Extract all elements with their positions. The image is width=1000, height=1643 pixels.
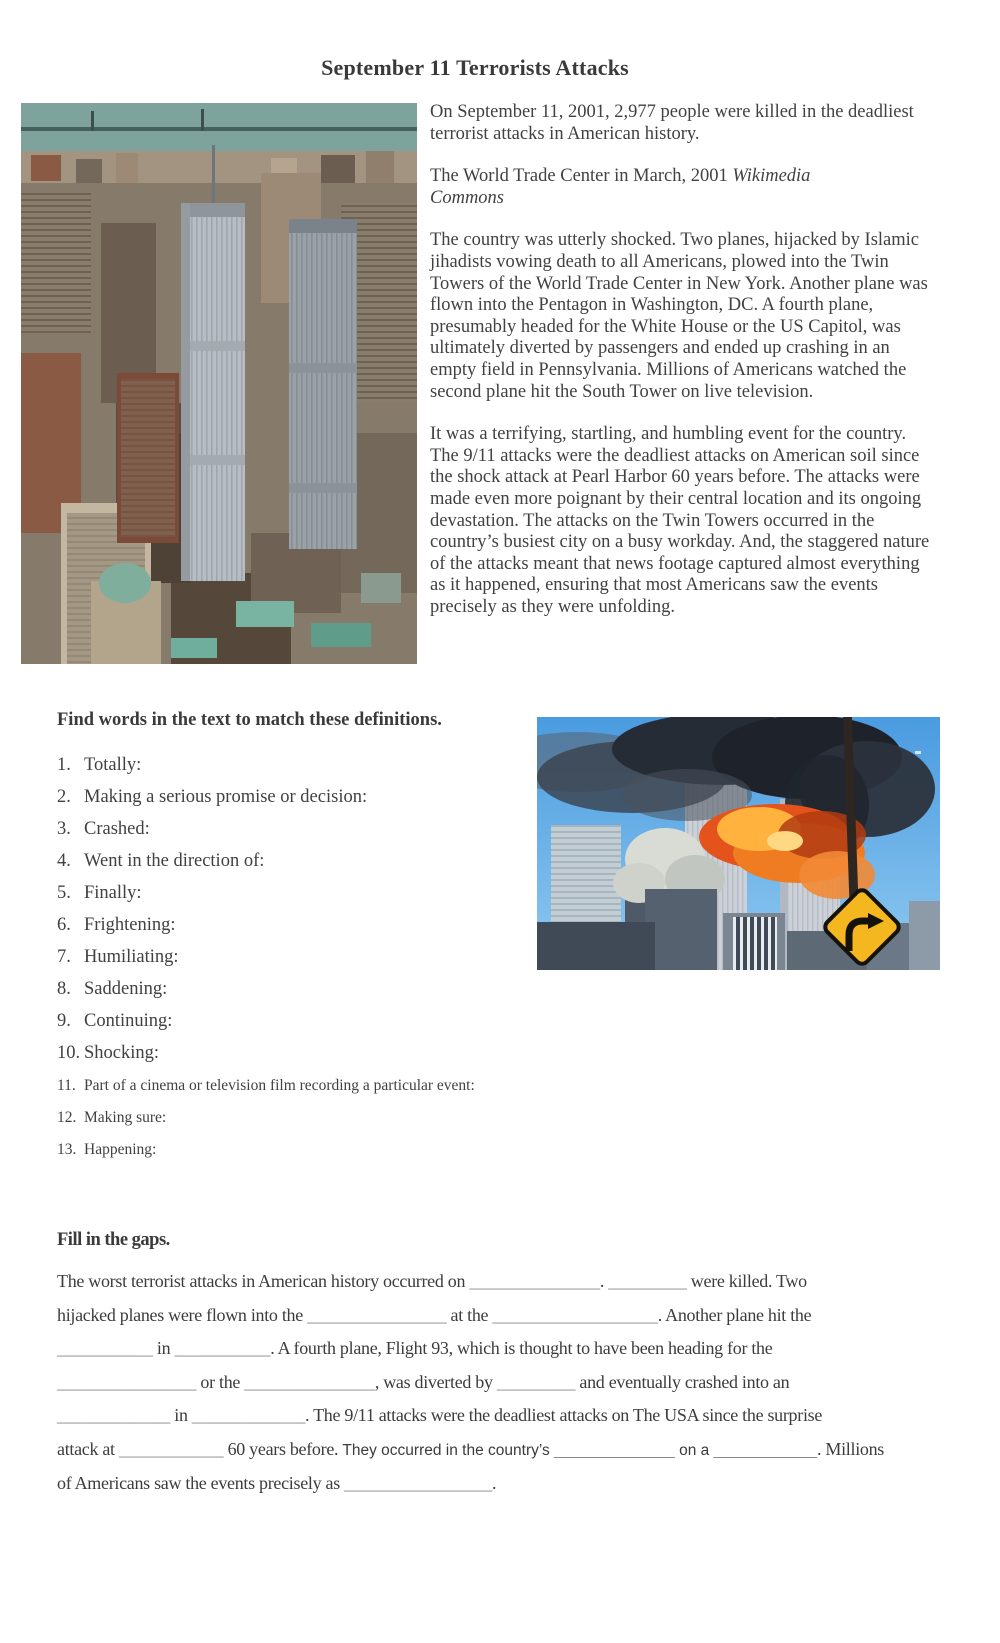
gap-text: . xyxy=(599,1271,609,1291)
definition-text: Humiliating: xyxy=(84,947,179,967)
definition-item xyxy=(57,1043,527,1064)
definition-number: 12. xyxy=(57,1109,77,1126)
caption-credit: Wikimedia Commons xyxy=(430,166,811,208)
gap-fill-section xyxy=(57,1230,967,1501)
definition-item xyxy=(57,1011,527,1032)
answer-blank[interactable]: ___________ xyxy=(57,1338,153,1358)
definition-number: 9. xyxy=(57,1011,71,1031)
definition-item xyxy=(57,819,527,840)
wtc-aerial-illustration xyxy=(21,103,417,664)
gap-text: . xyxy=(492,1473,497,1493)
gap-line xyxy=(57,1366,967,1400)
answer-blank[interactable]: _______________ xyxy=(469,1271,600,1291)
photo-caption xyxy=(430,166,830,209)
definition-number: 5. xyxy=(57,883,71,903)
definition-number: 2. xyxy=(57,787,71,807)
definition-text: Making a serious promise or decision: xyxy=(84,787,368,807)
definition-text: Finally: xyxy=(84,883,142,903)
gap-text: or the xyxy=(196,1371,245,1392)
gap-text: at the xyxy=(446,1304,493,1325)
gap-text: and eventually crashed into an xyxy=(575,1371,790,1392)
answer-blank[interactable]: _________ xyxy=(496,1371,576,1392)
definition-text: Happening: xyxy=(84,1141,157,1158)
shock-paragraph: The country was utterly shocked. Two planes, hijacked by Islamic jihadists vowing death to all Americans, plowed into the Twin Towers of the World Trade Center in New York. Another plane was flown into the Pentagon in Washington, DC. A fourth plane, presumably headed for the White House or the US Capitol, was ultimately diverted by passengers and ended up crashing in an empty field in Pennsylvania. Millions of Americans watched the second plane hit the South Tower on live television. xyxy=(430,230,928,402)
definition-number: 4. xyxy=(57,851,71,871)
wtc-attack-photo xyxy=(537,717,940,970)
answer-blank[interactable]: ______________ xyxy=(554,1441,675,1459)
answer-blank[interactable]: ________________ xyxy=(307,1304,447,1325)
definition-text: Frightening: xyxy=(84,915,176,935)
definition-number: 6. xyxy=(57,915,71,935)
answer-blank[interactable]: ___________________ xyxy=(492,1304,658,1325)
answer-blank[interactable]: ________________ xyxy=(57,1371,197,1392)
definitions-section xyxy=(57,710,527,1171)
page-title: September 11 Terrorists Attacks xyxy=(321,55,629,80)
definition-number: 11. xyxy=(57,1077,76,1094)
answer-blank[interactable]: ____________ xyxy=(713,1441,817,1459)
gap-text: . The 9/11 attacks were the deadliest attacks on The USA since the surprise xyxy=(305,1405,823,1425)
article-column xyxy=(430,102,935,639)
gap-line xyxy=(57,1433,967,1468)
gap-text: 60 years before. xyxy=(223,1438,343,1459)
definition-item xyxy=(57,947,527,968)
definition-number: 1. xyxy=(57,755,71,775)
definition-number: 7. xyxy=(57,947,71,967)
gap-text: hijacked planes were flown into the xyxy=(57,1304,308,1325)
answer-blank[interactable]: ___________ xyxy=(174,1338,271,1358)
definition-item xyxy=(57,915,527,936)
gap-text: of Americans saw the events precisely as xyxy=(57,1473,345,1493)
definition-number: 13. xyxy=(57,1141,77,1158)
answer-blank[interactable]: _______________ xyxy=(244,1371,375,1392)
gap-line xyxy=(57,1332,967,1366)
definition-item xyxy=(57,1107,527,1128)
definition-text: Part of a cinema or television film recording a particular event: xyxy=(84,1077,475,1094)
definition-number: 10. xyxy=(57,1043,81,1063)
definition-item xyxy=(57,1075,527,1096)
gap-line xyxy=(57,1399,967,1433)
gap-text: . Another plane hit the xyxy=(657,1304,812,1325)
gap-text: in xyxy=(152,1338,175,1358)
gap-text: attack at xyxy=(57,1438,119,1459)
definition-text: Went in the direction of: xyxy=(84,851,265,871)
gap-line xyxy=(57,1299,967,1333)
gap-line xyxy=(57,1265,967,1299)
gap-line xyxy=(57,1467,967,1501)
definition-item xyxy=(57,1139,527,1160)
definition-item xyxy=(57,851,527,872)
answer-blank[interactable]: _____________ xyxy=(57,1405,171,1425)
definition-item xyxy=(57,755,527,776)
gap-lines xyxy=(57,1265,967,1501)
definition-item xyxy=(57,883,527,904)
event-paragraph: It was a terrifying, startling, and humbling event for the country. The 9/11 attacks were the deadliest attacks on American soil since the shock attack at Pearl Harbor 60 years before. The attacks were made even more poignant by their central location and its ongoing devastation. The attacks on the Twin Towers occurred in the country’s busiest city on a busy workday. And, the staggered nature of the attacks meant that news footage captured almost everything as it happened, ensuring that most Americans saw the events precisely as they were unfolding. xyxy=(430,424,930,617)
gap-text: on a xyxy=(674,1441,714,1459)
answer-blank[interactable]: _________________ xyxy=(344,1473,493,1493)
gap-text: in xyxy=(170,1405,192,1425)
answer-blank[interactable]: ____________ xyxy=(118,1438,224,1459)
answer-blank[interactable]: _____________ xyxy=(191,1405,306,1425)
intro-paragraph: On September 11, 2001, 2,977 people were killed in the deadliest terrorist attacks in American history. xyxy=(430,102,914,144)
answer-blank[interactable]: _________ xyxy=(608,1271,687,1291)
gap-text: were killed. Two xyxy=(686,1271,807,1291)
definition-item xyxy=(57,979,527,1000)
wtc-aerial-photo xyxy=(21,103,417,664)
definition-number: 3. xyxy=(57,819,71,839)
caption-text: The World Trade Center in March, 2001 xyxy=(430,166,733,187)
gap-fill-heading: Fill in the gaps. xyxy=(57,1230,170,1250)
definitions-heading: Find words in the text to match these definitions. xyxy=(57,710,442,730)
gap-text: The worst terrorist attacks in American history occurred on xyxy=(57,1271,470,1291)
definition-number: 8. xyxy=(57,979,71,999)
gap-text: . A fourth plane, Flight 93, which is thought to have been heading for the xyxy=(270,1338,773,1358)
definition-text: Shocking: xyxy=(84,1043,160,1063)
gap-text: . Millions xyxy=(817,1438,885,1459)
gap-text: , was diverted by xyxy=(374,1371,497,1392)
definition-text: Saddening: xyxy=(84,979,168,999)
definitions-list xyxy=(57,755,527,1160)
definition-text: Crashed: xyxy=(84,819,150,839)
wtc-attack-illustration xyxy=(537,717,940,970)
definition-text: Totally: xyxy=(84,755,142,775)
definition-item xyxy=(57,787,527,808)
definition-text: Continuing: xyxy=(84,1011,173,1031)
gap-text: They occurred in the country’s xyxy=(342,1441,555,1459)
definition-text: Making sure: xyxy=(84,1109,167,1126)
